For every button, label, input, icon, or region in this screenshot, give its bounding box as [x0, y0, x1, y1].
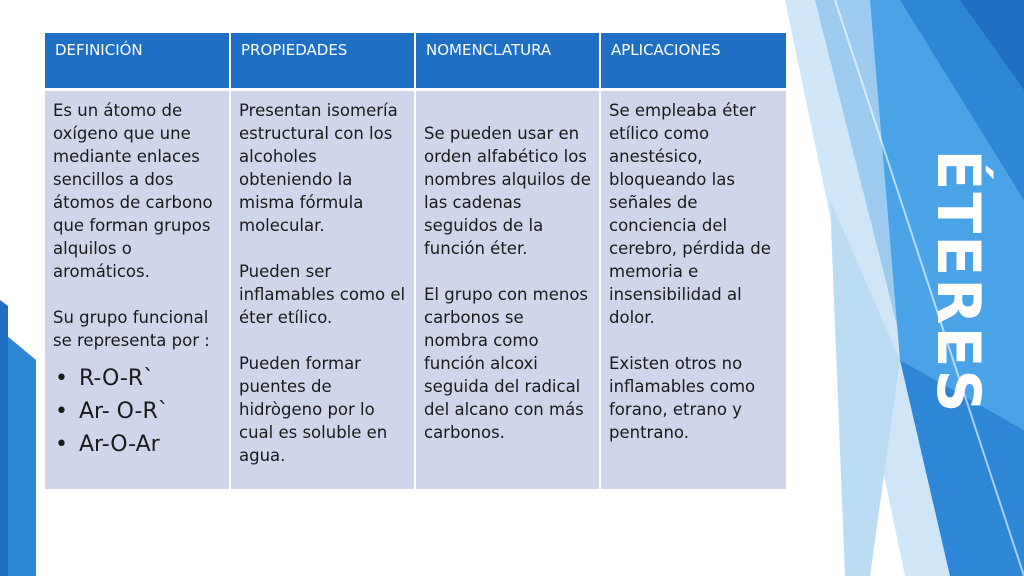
- header-definicion: DEFINICIÓN: [45, 33, 230, 89]
- propiedades-text-3: Pueden formar puentes de hidrògeno por lo cual es soluble en agua.: [239, 353, 388, 465]
- propiedades-text-1: Presentan isomería estructural con los alcoholes obteniendo la misma fórmula molecular.: [239, 100, 398, 235]
- header-aplicaciones: APLICACIONES: [600, 33, 787, 89]
- nomenclatura-text-1: Se pueden usar en orden alfabético los nombres alquilos de las cadenas seguidos de la función éter.: [424, 123, 591, 258]
- formula-list: [53, 362, 221, 461]
- cell-aplicaciones: [600, 89, 787, 489]
- formula-item: • R-O-R`: [75, 362, 221, 395]
- definicion-text: Es un átomo de oxígeno que une mediante enlaces sencillos a dos átomos de carbono que forman grupos alquilos o aromáticos.: [53, 100, 213, 281]
- aplicaciones-text-1: Se empleaba éter etílico como anestésico, bloqueando las señales de conciencia del cerebro, pérdida de memoria e insensibilidad al dolor.: [609, 100, 771, 327]
- header-propiedades: PROPIEDADES: [230, 33, 415, 89]
- formula-item: • Ar-O-Ar: [75, 428, 221, 461]
- table-row: [45, 89, 787, 489]
- table-header-row: [45, 33, 787, 89]
- slide-title: ÉTERES: [923, 149, 993, 415]
- aplicaciones-text-2: Existen otros no inflamables como forano, etrano y pentrano.: [609, 353, 756, 442]
- cell-propiedades: [230, 89, 415, 489]
- cell-nomenclatura: [415, 89, 600, 489]
- nomenclatura-text-2: El grupo con menos carbonos se nombra como función alcoxi seguida del radical del alcano con más carbonos.: [424, 284, 589, 442]
- formula-item: • Ar- O-R`: [75, 395, 221, 428]
- ethers-table: [45, 33, 788, 489]
- header-nomenclatura: NOMENCLATURA: [415, 33, 600, 89]
- definicion-group-text: Su grupo funcional se representa por :: [53, 307, 210, 350]
- propiedades-text-2: Pueden ser inflamables como el éter etílico.: [239, 261, 406, 327]
- cell-definicion: [45, 89, 230, 489]
